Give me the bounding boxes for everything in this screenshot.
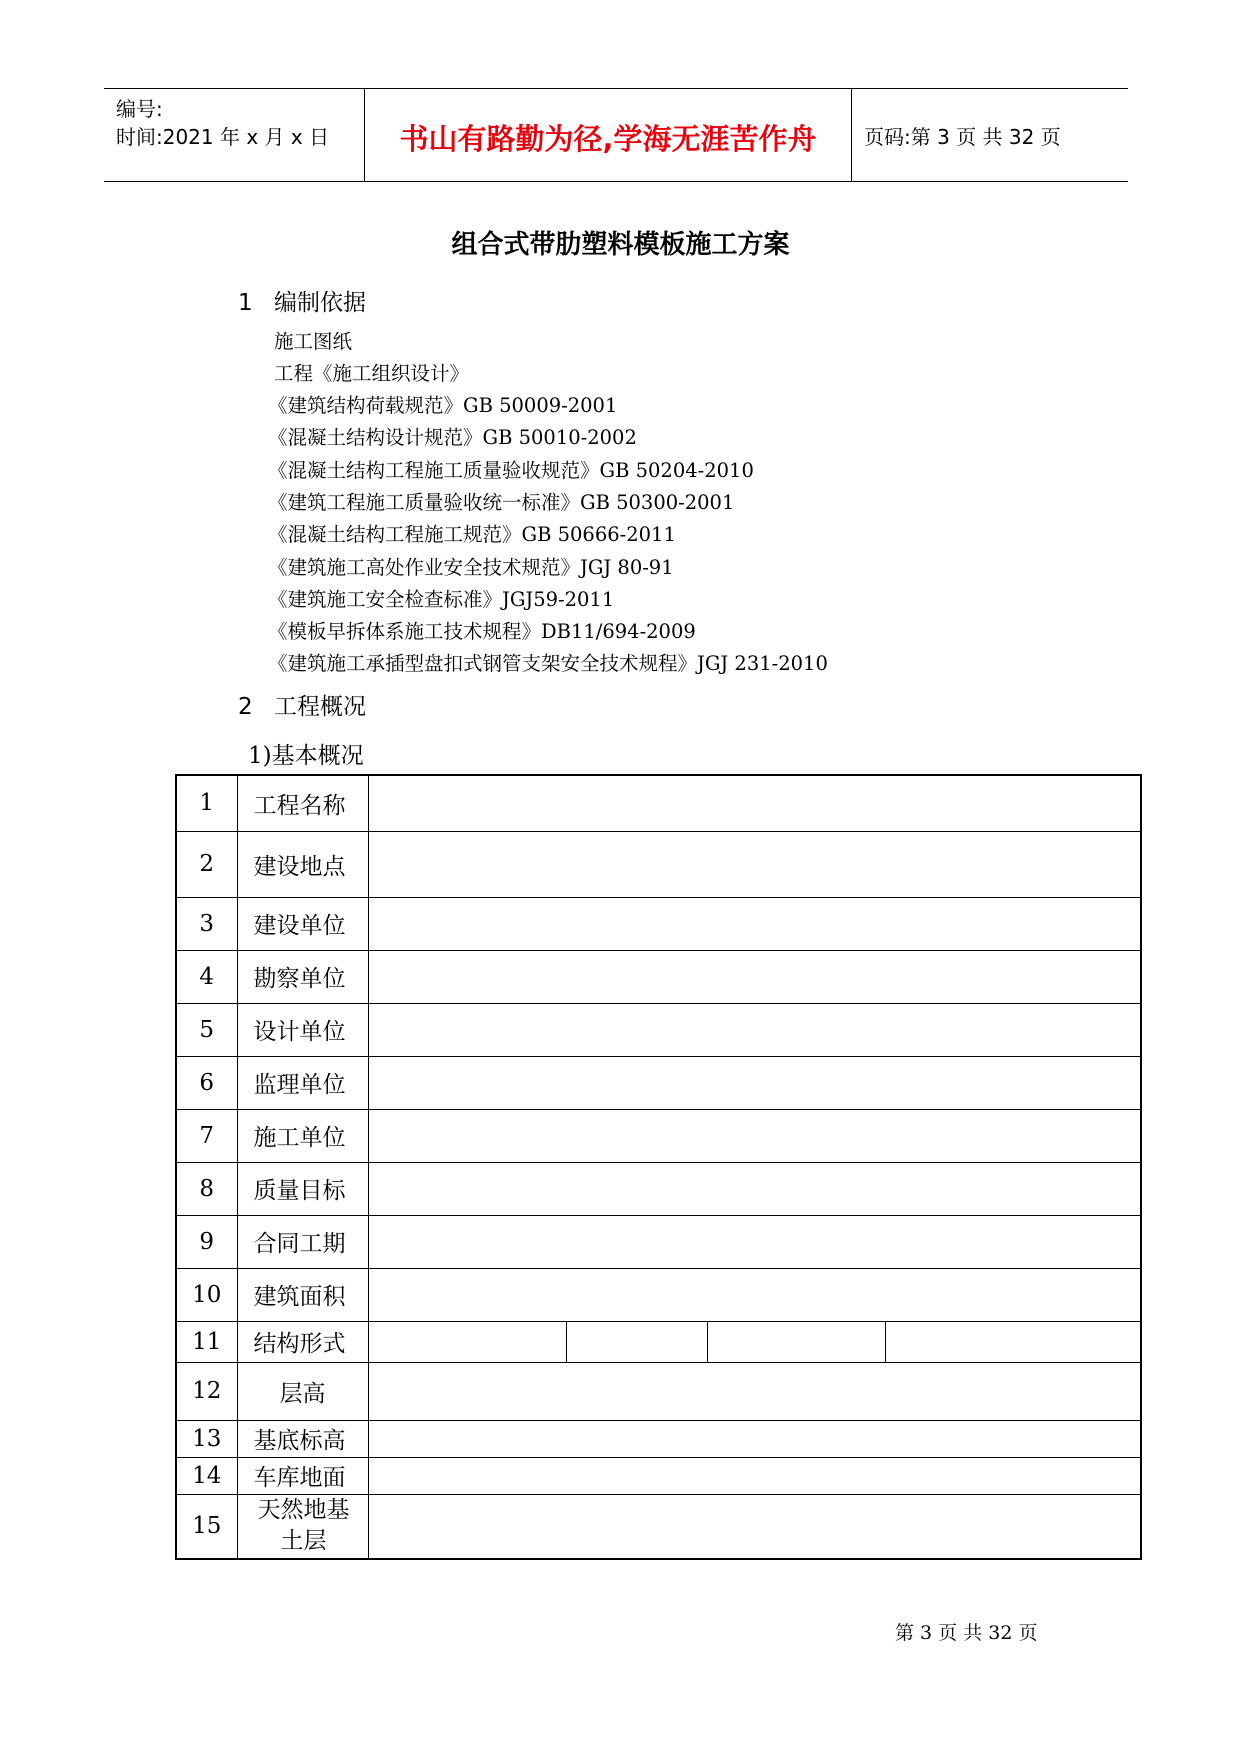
value-cell[interactable] [566, 1321, 707, 1362]
row-label: 基底标高 [237, 1420, 368, 1457]
row-label: 建筑面积 [237, 1268, 368, 1321]
row-label: 层高 [237, 1362, 368, 1420]
table-row [176, 1321, 1141, 1362]
table-row [176, 1362, 1141, 1420]
row-number: 2 [176, 831, 237, 897]
value-cell[interactable] [368, 1420, 1141, 1457]
value-cell[interactable] [368, 831, 1141, 897]
header-meta-cell [104, 89, 365, 181]
reference-item: 《建筑施工安全检查标准》JGJ59-2011 [268, 588, 615, 611]
value-cell[interactable] [368, 1268, 1141, 1321]
value-cell[interactable] [368, 775, 1141, 831]
row-label: 合同工期 [237, 1215, 368, 1268]
value-cell[interactable] [368, 1056, 1141, 1109]
section-number: 1 [238, 290, 253, 316]
section-heading-1 [238, 284, 366, 317]
value-cell[interactable] [368, 1215, 1141, 1268]
row-number: 14 [176, 1457, 237, 1494]
table-row [176, 1268, 1141, 1321]
table-row [176, 831, 1141, 897]
row-number: 10 [176, 1268, 237, 1321]
reference-item: 工程《施工组织设计》 [274, 362, 470, 385]
row-label: 施工单位 [237, 1109, 368, 1162]
table-row [176, 1109, 1141, 1162]
value-cell[interactable] [368, 1494, 1141, 1559]
table-row [176, 1457, 1141, 1494]
reference-item: 《混凝土结构工程施工规范》GB 50666-2011 [268, 523, 676, 546]
section-number: 2 [238, 694, 253, 720]
reference-item: 施工图纸 [274, 330, 353, 353]
row-label: 工程名称 [237, 775, 368, 831]
value-cell[interactable] [368, 897, 1141, 950]
row-label: 建设地点 [237, 831, 368, 897]
table-row [176, 775, 1141, 831]
value-cell[interactable] [885, 1321, 1141, 1362]
subsection-heading: 1)基本概况 [248, 743, 364, 769]
reference-item: 《模板早拆体系施工技术规程》DB11/694-2009 [268, 620, 696, 643]
table-row [176, 1003, 1141, 1056]
project-info-table [175, 774, 1142, 1560]
value-cell[interactable] [368, 1003, 1141, 1056]
row-number: 4 [176, 950, 237, 1003]
header-page-number: 页码:第 3 页 共 32 页 [864, 125, 1061, 149]
row-number: 13 [176, 1420, 237, 1457]
table-row [176, 897, 1141, 950]
reference-item: 《建筑施工高处作业安全技术规范》JGJ 80-91 [268, 556, 674, 579]
row-number: 3 [176, 897, 237, 950]
section-heading-2 [238, 688, 366, 721]
document-time-label: 时间:2021 年 x 月 x 日 [116, 125, 330, 149]
row-label: 结构形式 [237, 1321, 368, 1362]
reference-item: 《混凝土结构设计规范》GB 50010-2002 [268, 426, 637, 449]
document-number-label: 编号: [116, 97, 163, 121]
table-row [176, 1215, 1141, 1268]
row-label: 勘察单位 [237, 950, 368, 1003]
row-number: 11 [176, 1321, 237, 1362]
table-row [176, 950, 1141, 1003]
row-label: 建设单位 [237, 897, 368, 950]
value-cell[interactable] [368, 1457, 1141, 1494]
row-number: 12 [176, 1362, 237, 1420]
row-number: 6 [176, 1056, 237, 1109]
row-label [237, 1494, 368, 1559]
row-label: 设计单位 [237, 1003, 368, 1056]
reference-item: 《混凝土结构工程施工质量验收规范》GB 50204-2010 [268, 459, 754, 482]
value-cell[interactable] [707, 1321, 885, 1362]
reference-item: 《建筑工程施工质量验收统一标准》GB 50300-2001 [268, 491, 735, 514]
row-label: 车库地面 [237, 1457, 368, 1494]
page-footer: 第 3 页 共 32 页 [895, 1622, 1038, 1644]
row-number: 1 [176, 775, 237, 831]
section-title: 编制依据 [274, 290, 366, 316]
table-row [176, 1162, 1141, 1215]
document-title: 组合式带肋塑料模板施工方案 [451, 230, 790, 260]
row-label-text: 天然地基土层 [257, 1497, 350, 1555]
row-number: 9 [176, 1215, 237, 1268]
section-title: 工程概况 [274, 694, 366, 720]
row-label: 质量目标 [237, 1162, 368, 1215]
value-cell[interactable] [368, 950, 1141, 1003]
value-cell[interactable] [368, 1162, 1141, 1215]
value-cell[interactable] [368, 1321, 566, 1362]
row-number: 5 [176, 1003, 237, 1056]
row-label: 监理单位 [237, 1056, 368, 1109]
reference-item: 《建筑施工承插型盘扣式钢管支架安全技术规程》JGJ 231-2010 [268, 652, 828, 675]
row-number: 8 [176, 1162, 237, 1215]
reference-item: 《建筑结构荷载规范》GB 50009-2001 [268, 394, 618, 417]
table-row [176, 1056, 1141, 1109]
table-row [176, 1494, 1141, 1559]
row-number: 15 [176, 1494, 237, 1559]
motto-text: 书山有路勤为径,学海无涯苦作舟 [399, 122, 817, 156]
value-cell[interactable] [368, 1109, 1141, 1162]
value-cell[interactable] [368, 1362, 1141, 1420]
page-header [104, 88, 1128, 182]
header-motto-cell [365, 89, 852, 181]
table-row [176, 1420, 1141, 1457]
header-page-cell [852, 89, 1128, 181]
row-number: 7 [176, 1109, 237, 1162]
